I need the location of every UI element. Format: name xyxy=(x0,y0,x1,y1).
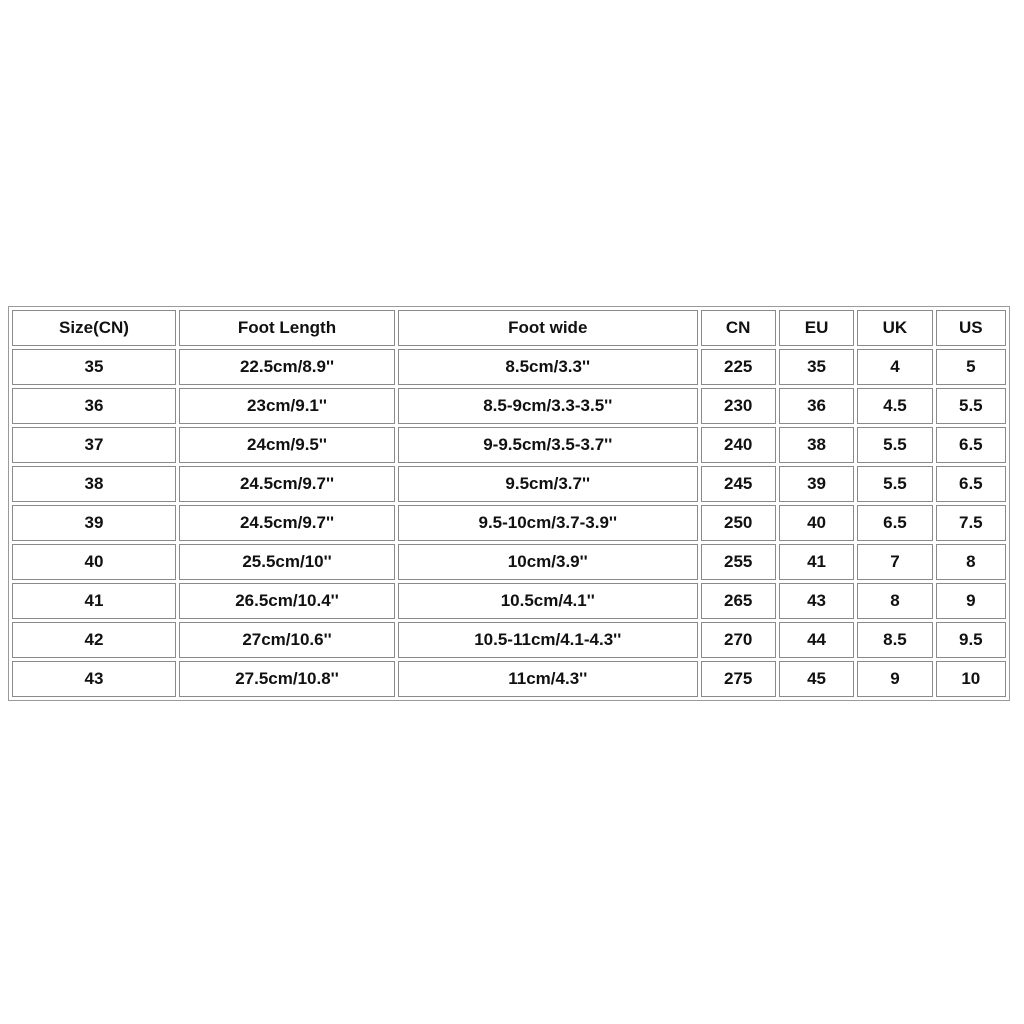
cell-foot-wide: 9-9.5cm/3.5-3.7'' xyxy=(398,427,698,463)
cell-size-cn: 43 xyxy=(12,661,176,697)
cell-us: 8 xyxy=(936,544,1006,580)
table-body xyxy=(12,349,1006,697)
cell-uk: 4 xyxy=(857,349,932,385)
cell-us: 5 xyxy=(936,349,1006,385)
table-row xyxy=(12,466,1006,502)
cell-foot-length: 27cm/10.6'' xyxy=(179,622,395,658)
cell-uk: 7 xyxy=(857,544,932,580)
cell-size-cn: 38 xyxy=(12,466,176,502)
cell-us: 10 xyxy=(936,661,1006,697)
cell-size-cn: 37 xyxy=(12,427,176,463)
size-chart-table xyxy=(8,306,1010,701)
cell-us: 9 xyxy=(936,583,1006,619)
cell-cn: 275 xyxy=(701,661,776,697)
cell-foot-length: 27.5cm/10.8'' xyxy=(179,661,395,697)
cell-eu: 40 xyxy=(779,505,854,541)
cell-us: 6.5 xyxy=(936,466,1006,502)
cell-size-cn: 39 xyxy=(12,505,176,541)
header-size-cn: Size(CN) xyxy=(12,310,176,346)
table-row xyxy=(12,427,1006,463)
cell-uk: 6.5 xyxy=(857,505,932,541)
cell-cn: 250 xyxy=(701,505,776,541)
cell-foot-length: 26.5cm/10.4'' xyxy=(179,583,395,619)
header-row xyxy=(12,310,1006,346)
header-uk: UK xyxy=(857,310,932,346)
cell-foot-length: 25.5cm/10'' xyxy=(179,544,395,580)
cell-foot-length: 24.5cm/9.7'' xyxy=(179,505,395,541)
cell-us: 5.5 xyxy=(936,388,1006,424)
cell-foot-length: 23cm/9.1'' xyxy=(179,388,395,424)
cell-foot-length: 24cm/9.5'' xyxy=(179,427,395,463)
cell-foot-wide: 10.5cm/4.1'' xyxy=(398,583,698,619)
cell-foot-wide: 11cm/4.3'' xyxy=(398,661,698,697)
cell-eu: 36 xyxy=(779,388,854,424)
cell-size-cn: 40 xyxy=(12,544,176,580)
cell-uk: 5.5 xyxy=(857,466,932,502)
cell-uk: 4.5 xyxy=(857,388,932,424)
table-row xyxy=(12,661,1006,697)
cell-foot-wide: 10.5-11cm/4.1-4.3'' xyxy=(398,622,698,658)
cell-eu: 39 xyxy=(779,466,854,502)
table-header xyxy=(12,310,1006,346)
cell-foot-length: 22.5cm/8.9'' xyxy=(179,349,395,385)
cell-cn: 245 xyxy=(701,466,776,502)
cell-foot-wide: 8.5cm/3.3'' xyxy=(398,349,698,385)
cell-foot-wide: 9.5-10cm/3.7-3.9'' xyxy=(398,505,698,541)
cell-size-cn: 42 xyxy=(12,622,176,658)
cell-uk: 8.5 xyxy=(857,622,932,658)
cell-us: 9.5 xyxy=(936,622,1006,658)
header-cn: CN xyxy=(701,310,776,346)
cell-foot-length: 24.5cm/9.7'' xyxy=(179,466,395,502)
cell-foot-wide: 10cm/3.9'' xyxy=(398,544,698,580)
header-foot-wide: Foot wide xyxy=(398,310,698,346)
cell-us: 7.5 xyxy=(936,505,1006,541)
cell-cn: 230 xyxy=(701,388,776,424)
cell-cn: 270 xyxy=(701,622,776,658)
cell-eu: 41 xyxy=(779,544,854,580)
header-us: US xyxy=(936,310,1006,346)
table-row xyxy=(12,622,1006,658)
cell-size-cn: 41 xyxy=(12,583,176,619)
cell-eu: 35 xyxy=(779,349,854,385)
cell-cn: 265 xyxy=(701,583,776,619)
cell-foot-wide: 9.5cm/3.7'' xyxy=(398,466,698,502)
header-foot-length: Foot Length xyxy=(179,310,395,346)
cell-eu: 38 xyxy=(779,427,854,463)
cell-uk: 9 xyxy=(857,661,932,697)
cell-cn: 225 xyxy=(701,349,776,385)
cell-foot-wide: 8.5-9cm/3.3-3.5'' xyxy=(398,388,698,424)
cell-eu: 43 xyxy=(779,583,854,619)
cell-size-cn: 35 xyxy=(12,349,176,385)
cell-eu: 45 xyxy=(779,661,854,697)
cell-us: 6.5 xyxy=(936,427,1006,463)
table-row xyxy=(12,544,1006,580)
table-row xyxy=(12,583,1006,619)
header-eu: EU xyxy=(779,310,854,346)
cell-size-cn: 36 xyxy=(12,388,176,424)
table-row xyxy=(12,349,1006,385)
table-row xyxy=(12,505,1006,541)
cell-eu: 44 xyxy=(779,622,854,658)
cell-cn: 240 xyxy=(701,427,776,463)
cell-uk: 8 xyxy=(857,583,932,619)
cell-uk: 5.5 xyxy=(857,427,932,463)
cell-cn: 255 xyxy=(701,544,776,580)
table-row xyxy=(12,388,1006,424)
